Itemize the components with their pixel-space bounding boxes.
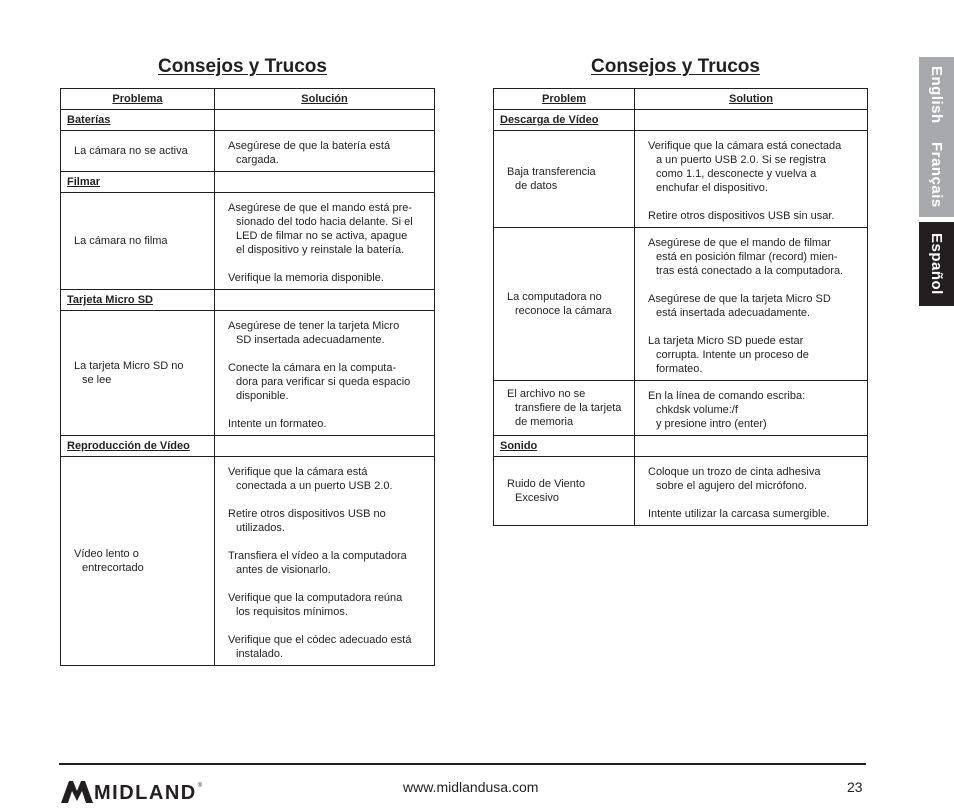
problem-cell [61,193,215,290]
solution-text: Retire otros dispositivos USB sin usar. [648,210,835,222]
problem-text: transfiere de la tarjeta [515,402,622,414]
paragraph-gap [648,493,861,507]
problem-cell [494,131,635,228]
solution-text: y presione intro (enter) [656,418,767,430]
paragraph-gap [228,577,428,591]
solution-text: dora para verificar si queda espacio [236,376,411,388]
solution-text: Conecte la cámara en la computa- [228,362,397,374]
page-number: 23 [847,779,863,795]
problem-text: Baja transferencia [507,166,596,178]
left-tips-table [60,88,435,666]
solution-cell [635,228,868,381]
solution-column-header: Solución [215,89,435,110]
table-row [494,228,868,381]
solution-text: SD insertada adecuadamente. [236,334,385,346]
paragraph-gap [228,257,428,271]
empty-cell [215,110,435,131]
section-heading-row [61,436,435,457]
solution-text: En la línea de comando escriba: [648,390,806,402]
problem-text: de datos [515,180,558,192]
section-heading-row [494,110,868,131]
table-row [61,131,435,172]
solution-text: Verifique la memoria disponible. [228,272,384,284]
paragraph-gap [228,493,428,507]
solution-text: Retire otros dispositivos USB no [228,508,386,520]
language-tab-label: English [928,66,945,124]
solution-text: Verifique que la computadora reúna [228,592,403,604]
solution-text: el dispositivo y reinstale la batería. [236,244,405,256]
paragraph-gap [648,195,861,209]
solution-cell [635,131,868,228]
paragraph-gap [648,320,861,334]
solution-text: Intente utilizar la carcasa sumergible. [648,508,830,520]
paragraph-gap [648,278,861,292]
problem-text: reconoce la cámara [515,305,612,317]
problem-cell [61,457,215,666]
problem-cell [494,457,635,526]
solution-text: utilizados. [236,522,285,534]
solution-text: disponible. [236,390,289,402]
empty-cell [635,110,868,131]
section-heading: Filmar [61,172,215,193]
right-tips-table [493,88,868,526]
solution-text: Verifique que la cámara está conectada [648,140,842,152]
problem-text: La cámara no se activa [74,145,188,157]
solution-text: está en posición filmar (record) mien- [656,251,838,263]
problem-text: entrecortado [82,562,144,574]
solution-text: corrupta. Intente un proceso de [656,349,809,361]
language-tab-label: Español [928,233,945,295]
solution-text: a un puerto USB 2.0. Si se registra [656,154,826,166]
solution-text: Asegúrese de que la batería está [228,140,391,152]
problem-column-header: Problema [61,89,215,110]
solution-text: Asegúrese de tener la tarjeta Micro [228,320,400,332]
solution-text: está insertada adecuadamente. [656,307,811,319]
paragraph-gap [228,403,428,417]
section-heading: Reproducción de Vídeo [61,436,215,457]
solution-text: los requisitos mínimos. [236,606,348,618]
table-row [61,311,435,436]
solution-text: cargada. [236,154,279,166]
section-heading-row [494,436,868,457]
section-heading-row [61,172,435,193]
problem-text: La computadora no [507,291,602,303]
problem-cell [61,311,215,436]
left-page-title: Consejos y Trucos [158,56,327,77]
problem-cell [61,131,215,172]
problem-text: Vídeo lento o [74,548,139,560]
problem-text: de memoria [515,416,574,428]
midland-logo-text: MIDLAND [94,782,197,804]
solution-text: sobre el agujero del micrófono. [656,480,808,492]
section-heading: Tarjeta Micro SD [61,290,215,311]
solution-text: enchufar el dispositivo. [656,182,768,194]
solution-text: conectada a un puerto USB 2.0. [236,480,393,492]
problem-column-header: Problem [494,89,635,110]
section-heading: Descarga de Vídeo [494,110,635,131]
website-url[interactable]: www.midlandusa.com [403,779,539,795]
solution-text: Asegúrese de que el mando de filmar [648,237,831,249]
right-page-title: Consejos y Trucos [591,56,760,77]
section-heading: Sonido [494,436,635,457]
solution-cell [635,457,868,526]
solution-text: Verifique que el códec adecuado está [228,634,412,646]
solution-text: Transfiera el vídeo a la computadora [228,550,407,562]
solution-text: La tarjeta Micro SD puede estar [648,335,804,347]
table-row [494,131,868,228]
solution-text: como 1.1, desconecte y vuelva a [656,168,817,180]
solution-text: tras está conectado a la computadora. [656,265,844,277]
language-tab-label: Français [928,141,945,208]
registered-mark: ® [197,783,203,789]
solution-text: antes de visionarlo. [236,564,331,576]
footer-divider [59,763,866,765]
empty-cell [215,172,435,193]
empty-cell [215,290,435,311]
solution-cell [215,457,435,666]
paragraph-gap [228,347,428,361]
section-heading-row [61,110,435,131]
table-row [61,457,435,666]
table-row [494,457,868,526]
solution-text: Intente un formateo. [228,418,327,430]
section-heading-row [61,290,435,311]
solution-column-header: Solution [635,89,868,110]
paragraph-gap [228,619,428,633]
solution-text: Coloque un trozo de cinta adhesiva [648,466,821,478]
solution-cell [635,381,868,436]
problem-text: El archivo no se [507,388,586,400]
solution-text: LED de filmar no se activa, apague [236,230,408,242]
solution-text: chkdsk volume:/f [656,404,738,416]
solution-text: formateo. [656,363,703,375]
empty-cell [215,436,435,457]
solution-cell [215,193,435,290]
solution-text: Asegúrese de que la tarjeta Micro SD [648,293,831,305]
problem-text: La cámara no filma [74,235,168,247]
solution-text: instalado. [236,648,284,660]
solution-text: Asegúrese de que el mando está pre- [228,202,413,214]
problem-cell [494,228,635,381]
problem-text: La tarjeta Micro SD no [74,360,184,372]
solution-cell [215,311,435,436]
solution-text: Verifique que la cámara está [228,466,368,478]
table-row [494,381,868,436]
language-tab-espanol[interactable] [919,222,954,306]
problem-cell [494,381,635,436]
problem-text: Ruido de Viento [507,478,586,490]
paragraph-gap [228,535,428,549]
solution-text: sionado del todo hacia delante. Si el [236,216,413,228]
section-heading: Baterías [61,110,215,131]
midland-logo [61,773,202,803]
solution-cell [215,131,435,172]
empty-cell [635,436,868,457]
midland-m-icon [61,779,93,803]
problem-text: se lee [82,374,112,386]
language-tab-english[interactable] [919,57,954,217]
problem-text: Excesivo [515,492,560,504]
table-row [61,193,435,290]
